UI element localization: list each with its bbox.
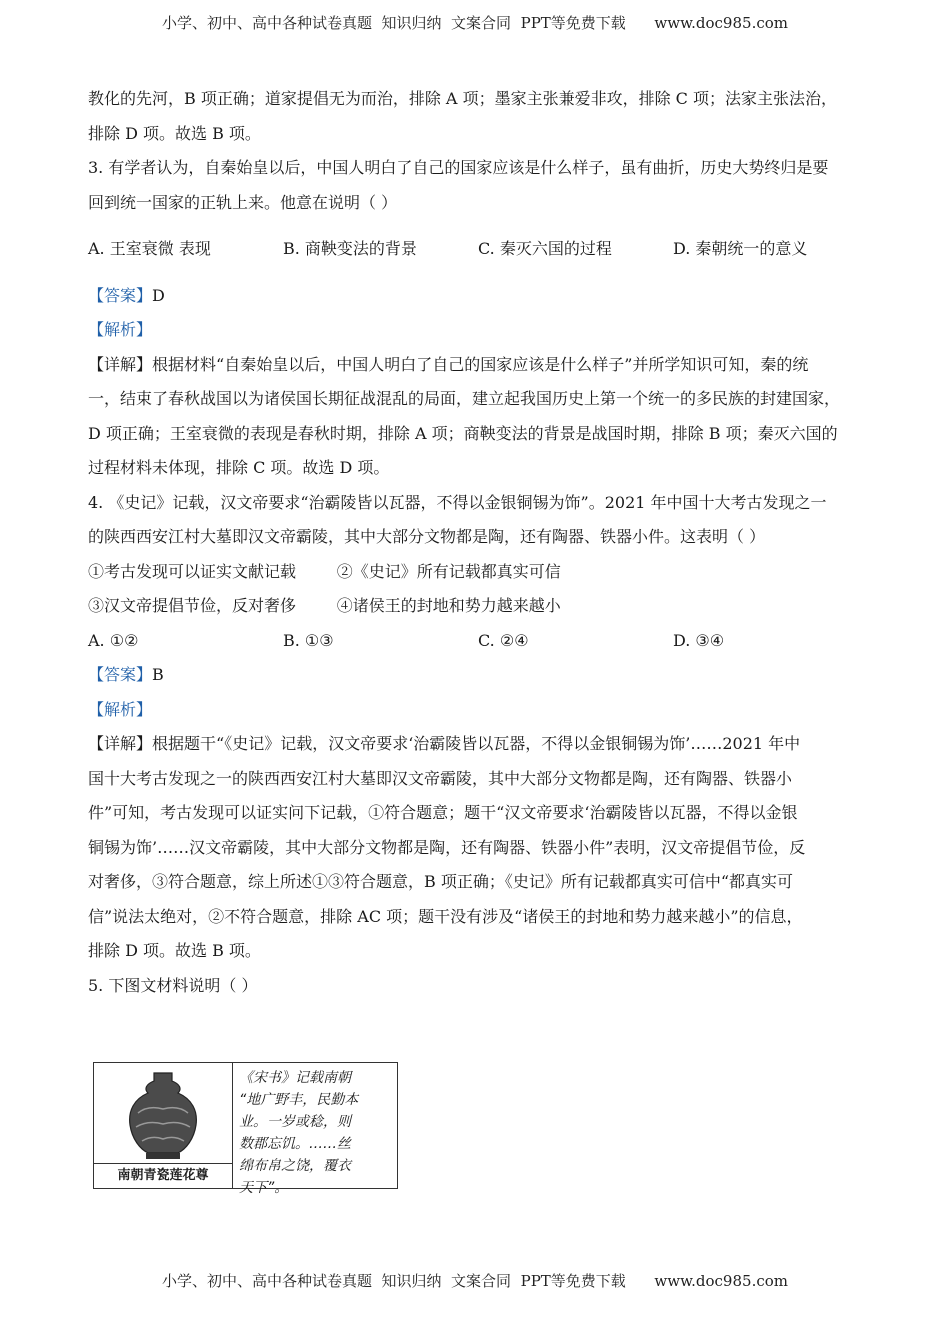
q3-detail-line: 过程材料未体现，排除 C 项。故选 D 项。 <box>88 458 390 477</box>
q4-option-b: B. ①③ <box>283 630 334 650</box>
q4-detail-line: 国十大考古发现之一的陕西西安江村大墓即汉文帝霸陵，其中大部分文物都是陶，还有陶器、铁器小 <box>88 768 793 788</box>
figure-text: 《宋书》记载南朝 “地广野丰，民勤本 业。一岁或稔，则 数郡忘饥。……丝 绵布帛之饶，覆衣 天下”。 <box>239 1070 359 1196</box>
q3-detail-line: D 项正确；王室衰微的表现是春秋时期，排除 A 项；商鞅变法的背景是战国时期，排除 B 项；秦灭六国的 <box>88 423 838 443</box>
analysis-tag: 【解析】 <box>88 320 153 339</box>
figure-image-cell <box>94 1063 233 1188</box>
page-footer: 小学、初中、高中各种试卷真题 知识归纳 文案合同 PPT等免费下载 www.doc985.com <box>161 1272 788 1290</box>
page-content <box>88 82 868 1003</box>
intro-line: 教化的先河，B 项正确；道家提倡无为而治，排除 A 项；墨家主张兼爱非攻，排除 C 项；法家主张法治， <box>88 89 837 108</box>
detail-tag: 【详解】 <box>88 354 153 374</box>
q4-detail-line: 铜锡为饰’……汉文帝霸陵，其中大部分文物都是陶，还有陶器、铁器小件”表明，汉文帝提倡节俭，反 <box>88 837 806 857</box>
q4-option-c: C. ②④ <box>478 630 529 650</box>
q4-option-d: D. ③④ <box>673 630 725 650</box>
q4-analysis <box>88 693 868 728</box>
q3-option-c: C. 秦灭六国的过程 <box>478 239 612 258</box>
q3-answer-value: D <box>152 285 165 305</box>
q4-stem: 的陕西西安江村大墓即汉文帝霸陵，其中大部分文物都是陶，还有陶器、铁器小件。这表明（ ） <box>88 527 766 546</box>
q4-detail-line: 件”可知，考古发现可以证实问下记载，①符合题意；题干“汉文帝要求‘治霸陵皆以瓦器，不得以金银 <box>88 803 798 822</box>
q4-answer-value: B <box>152 665 164 684</box>
answer-tag: 【答案】 <box>88 665 153 684</box>
q3-detail-line: 一，结束了春秋战国以为诸侯国长期征战混乱的局面，建立起我国历史上第一个统一的多民族的封建国家， <box>88 389 841 408</box>
q3-option-a: A. 王室衰微 表现 <box>88 239 211 258</box>
q5-stem: 5. 下图文材料说明（ ） <box>88 975 258 995</box>
q4-detail-line: 信”说法太绝对，②不符合题意，排除 AC 项；题干没有涉及“诸侯王的封地和势力越来越小”的信息， <box>88 906 803 926</box>
q3-option-d: D. 秦朝统一的意义 <box>673 239 808 258</box>
q4-statements: ①考古发现可以证实文献记载 ②《史记》所有记载都真实可信 <box>88 561 561 581</box>
q3-option-b: B. 商鞅变法的背景 <box>283 239 417 258</box>
intro-line: 排除 D 项。故选 B 项。 <box>88 123 261 143</box>
q4-detail-line: 排除 D 项。故选 B 项。 <box>88 941 261 960</box>
q5-figure <box>93 1062 398 1196</box>
figure-caption: 南朝青瓷莲花尊 <box>94 1163 232 1188</box>
q4-options <box>88 624 868 659</box>
q3-detail: 【详解】根据材料“自秦始皇以后，中国人明白了自己的国家应该是什么样子”并所学知识可知，秦的统 <box>88 354 809 374</box>
q4-statements: ③汉文帝提倡节俭，反对奢侈 ④诸侯王的封地和势力越来越小 <box>88 596 561 615</box>
q3-stem: 3. 有学者认为，自秦始皇以后，中国人明白了自己的国家应该是什么样子，虽有曲折，历史大势终归是要 <box>88 158 829 177</box>
answer-tag: 【答案】 <box>88 285 153 305</box>
q3-stem: 回到统一国家的正轨上来。他意在说明（ ） <box>88 192 398 212</box>
q4-detail: 【详解】根据题干“《史记》记载，汉文帝要求‘治霸陵皆以瓦器，不得以金银铜锡为饰’……2021 年中 <box>88 734 801 753</box>
lotus-vase-icon <box>124 1069 202 1161</box>
detail-tag: 【详解】 <box>88 734 153 753</box>
q3-answer <box>88 279 868 314</box>
q3-analysis <box>88 313 868 348</box>
q4-option-a: A. ①② <box>88 630 139 650</box>
analysis-tag: 【解析】 <box>88 699 153 719</box>
q4-stem: 4. 《史记》记载，汉文帝要求“治霸陵皆以瓦器，不得以金银铜锡为饰”。2021 年中国十大考古发现之一 <box>88 492 827 512</box>
q3-options <box>88 232 868 267</box>
q4-answer <box>88 658 868 693</box>
page-header: 小学、初中、高中各种试卷真题 知识归纳 文案合同 PPT等免费下载 www.doc985.com <box>161 14 788 32</box>
q4-detail-line: 对奢侈，③符合题意，综上所述①③符合题意，B 项正确；《史记》所有记载都真实可信中“都真实可 <box>88 872 794 891</box>
